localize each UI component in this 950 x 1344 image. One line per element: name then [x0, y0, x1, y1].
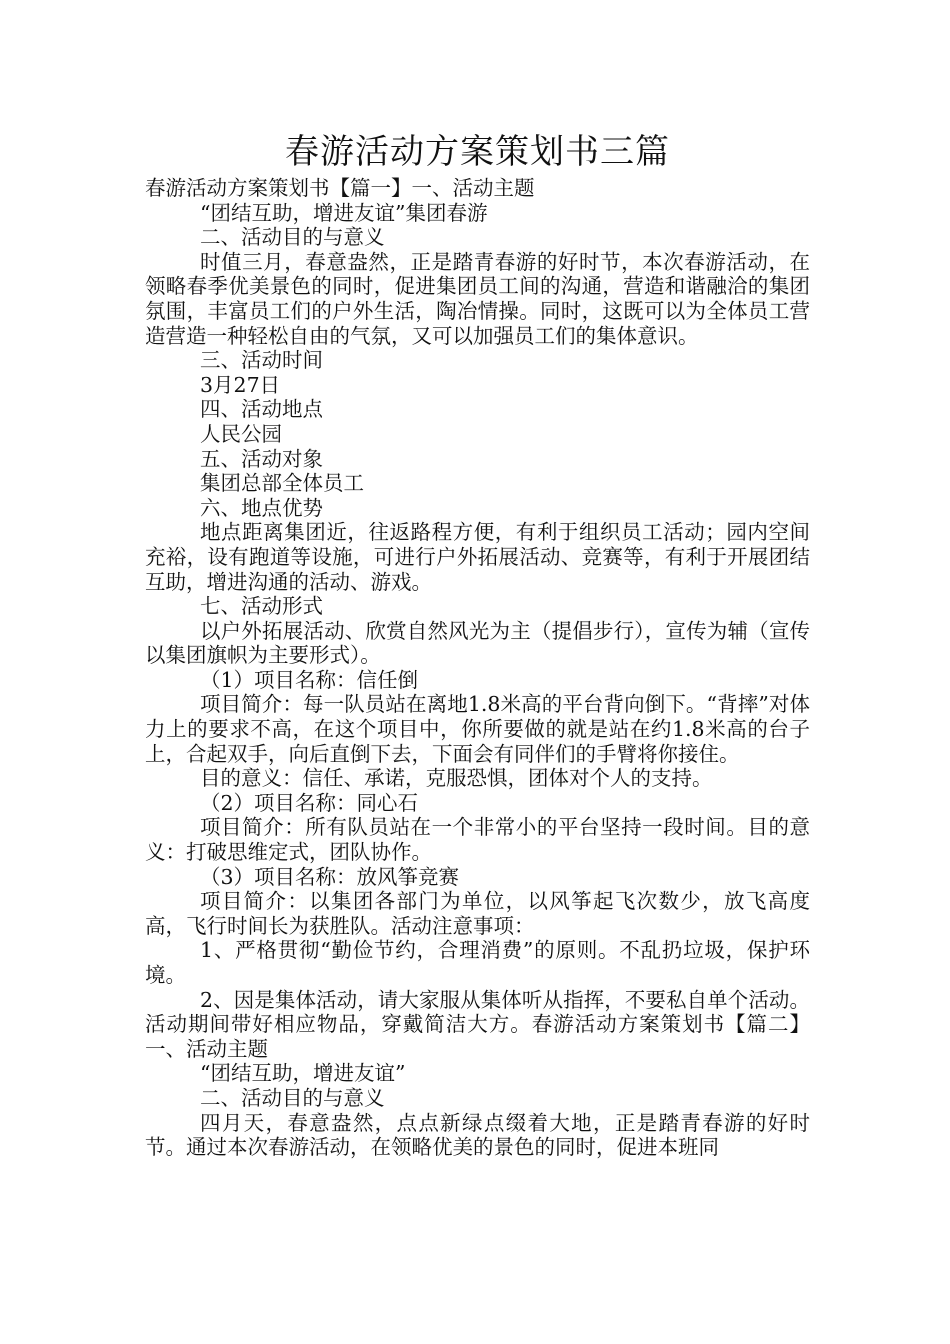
paragraph: 人民公园 — [200, 421, 282, 446]
paragraph: 3月27日 — [200, 372, 281, 397]
document-body — [145, 176, 810, 1160]
paragraph: 时值三月，春意盎然，正是踏青春游的好时节，本次春游活动，在领略春季优美景色的同时，促进集团员工间的沟通，营造和谐融洽的集团氛围，丰富员工们的户外生活，陶冶情操。同时，这既可以为全体员工营造营造一种轻松自由的气氛，又可以加强员工们的集体意识。 — [145, 249, 810, 348]
paragraph: 春游活动方案策划书【篇一】一、活动主题 — [145, 176, 535, 200]
paragraph: 二、活动目的与意义 — [200, 1085, 385, 1110]
paragraph: （3）项目名称：放风筝竞赛 — [200, 864, 460, 889]
paragraph: 四月天，春意盎然，点点新绿点缀着大地，正是踏青春游的好时节。通过本次春游活动，在领略优美的景色的同时，促进本班同 — [145, 1110, 810, 1160]
paragraph: 六、地点优势 — [200, 495, 323, 520]
document-title: 春游活动方案策划书三篇 — [285, 132, 670, 172]
paragraph: 二、活动目的与意义 — [200, 225, 385, 250]
paragraph: 集团总部全体员工 — [200, 471, 364, 496]
paragraph: 目的意义：信任、承诺，克服恐惧，团体对个人的支持。 — [200, 766, 713, 791]
paragraph: 2、因是集体活动，请大家服从集体听从指挥，不要私自单个活动。活动期间带好相应物品，穿戴简洁大方。春游活动方案策划书【篇二】一、活动主题 — [145, 987, 810, 1061]
paragraph: 三、活动时间 — [200, 348, 323, 373]
paragraph: “团结互助，增进友谊” — [200, 1061, 406, 1086]
paragraph: 1、严格贯彻“勤俭节约，合理消费”的原则。不乱扔垃圾，保护环境。 — [145, 938, 810, 987]
paragraph: 项目简介：所有队员站在一个非常小的平台坚持一段时间。目的意义：打破思维定式，团队协作。 — [145, 815, 810, 865]
paragraph: 项目简介：每一队员站在离地1.8米高的平台背向倒下。“背摔”对体力上的要求不高，在这个项目中，你所要做的就是站在约1.8米高的台子上，合起双手，向后直倒下去，下面会有同伴们的手臂将你接住。 — [145, 692, 810, 766]
paragraph: 四、活动地点 — [200, 397, 323, 422]
paragraph: 以户外拓展活动、欣赏自然风光为主（提倡步行），宣传为辅（宣传以集团旗帜为主要形式）。 — [145, 618, 810, 668]
document-page — [145, 128, 810, 1160]
paragraph: 地点距离集团近，往返路程方便，有利于组织员工活动；园内空间充裕，设有跑道等设施，可进行户外拓展活动、竞赛等，有利于开展团结互助，增进沟通的活动、游戏。 — [145, 520, 810, 594]
paragraph: “团结互助，增进友谊”集团春游 — [200, 200, 488, 225]
paragraph: 七、活动形式 — [200, 594, 323, 619]
paragraph: （1）项目名称：信任倒 — [200, 667, 419, 692]
paragraph: （2）项目名称：同心石 — [200, 790, 419, 815]
paragraph: 项目简介：以集团各部门为单位，以风筝起飞次数少，放飞高度高，飞行时间长为获胜队。活动注意事项： — [145, 889, 810, 938]
paragraph: 五、活动对象 — [200, 446, 323, 471]
